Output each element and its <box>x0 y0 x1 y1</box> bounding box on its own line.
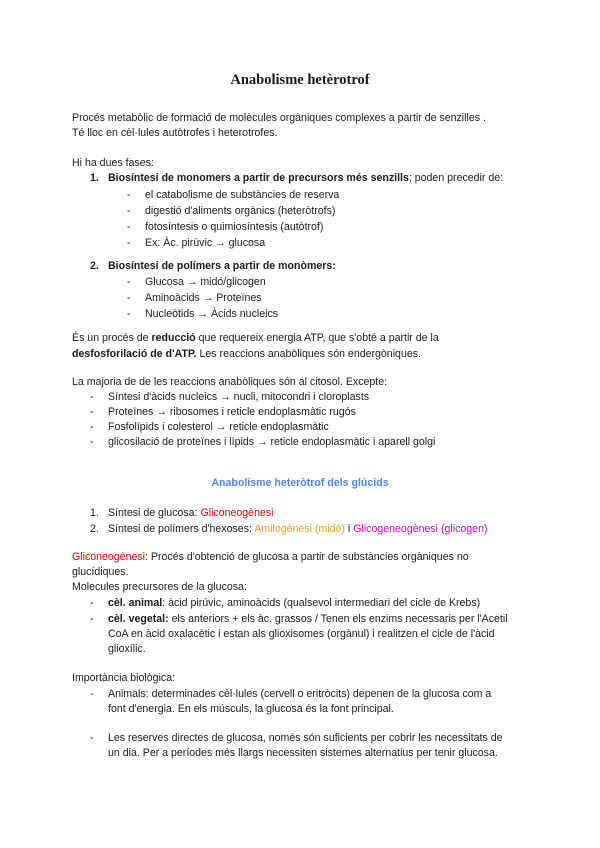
bullet-dash: - <box>127 276 131 288</box>
list-item: fotosíntesis o quimiosíntesis (autòtrof) <box>145 221 324 233</box>
glicogeneogenesi-term: Glicogeneogènesi (glicogen) <box>353 523 488 535</box>
list-item: digestió d'aliments orgànics (heteròtrofs) <box>145 205 336 217</box>
list-item: Síntesi d'àcids nucleics → nucli, mitocondri i cloroplasts <box>108 391 370 403</box>
list-item: Aminoàcids → Proteïnes <box>145 292 262 304</box>
importance-heading: Importància biològica: <box>72 672 176 684</box>
cytosol-heading: La majoria de de les reaccions anabòliques són al citosol. Excepte: <box>72 376 388 388</box>
bullet-dash: - <box>127 308 131 320</box>
bullet-dash: - <box>127 237 131 249</box>
bullet-dash: - <box>90 421 94 433</box>
gluco-def-line-2: glucídiques. <box>72 566 129 578</box>
page-title: Anabolisme hetèrotrof <box>230 72 370 88</box>
importance-animals-line-1: Animals: determinades cèl·lules (cervell o eritròcits) depenen de la glucosa com a <box>108 688 492 700</box>
phase-1-number: 1. <box>90 172 99 184</box>
amilogenesi-term: Amilogènesi (midó) <box>254 523 345 535</box>
list-item: el catabolisme de substàncies de reserva <box>145 189 340 201</box>
bullet-dash: - <box>90 391 94 403</box>
list-item: Glucosa → midó/glicogen <box>145 276 266 288</box>
list-item: Fosfolípids i colesterol → reticle endoplasmàtic <box>108 421 329 433</box>
phase-1-rest: ; poden precedir de: <box>408 172 504 184</box>
bullet-dash: - <box>90 406 94 418</box>
glucids-2-text: Síntesi de polímers d'hexoses: Amilogènesi (midó) i Glicogeneogènesi (glicogen) <box>108 523 488 535</box>
precursors-heading: Molecules precursores de la glucosa: <box>72 581 247 593</box>
importance-reserves-line-2: un dia. Per a períodes més llargs necessiten sistemes alternatius per tenir glucosa. <box>108 747 498 759</box>
vegetal-cell-line-3: glioxílic. <box>108 643 146 655</box>
bullet-dash: - <box>127 189 131 201</box>
bullet-dash: - <box>127 221 131 233</box>
list-item: glicosilació de proteïnes i lípids → reticle endoplasmàtic i aparell golgi <box>108 436 436 448</box>
bullet-dash: - <box>127 292 131 304</box>
reduction-line-1: És un procés de reducció que requereix energia ATP, que s'obté a partir de la <box>72 332 439 344</box>
importance-reserves-line-1: Les reserves directes de glucosa, només són suficients per cobrir les necessitats de <box>108 732 503 744</box>
bullet-dash: - <box>90 688 94 700</box>
glucids-1-text: Síntesi de glucosa: Gliconeogènesi <box>108 507 274 519</box>
bullet-dash: - <box>90 732 94 744</box>
glucids-2-number: 2. <box>90 523 99 535</box>
phase-2-number: 2. <box>90 260 99 272</box>
intro-line-2: Té lloc en cèl·lules autòtrofes i heterotrofes. <box>72 127 278 139</box>
importance-animals-line-2: font d'energia. En els músculs, la glucosa és la font principal. <box>108 703 394 715</box>
vegetal-cell-line-2: CoA en àcid oxalacètic i estan als glioxisomes (orgànul) i realitzen el cicle de l'àcid <box>108 628 495 640</box>
section-subtitle: Anabolisme heteròtrof dels glúcids <box>211 477 389 489</box>
bullet-dash: - <box>127 205 131 217</box>
animal-cell-item: cèl. animal: àcid pirúvic, aminoàcids (qualsevol intermediari del cicle de Krebs) <box>108 597 481 609</box>
glucids-1-number: 1. <box>90 507 99 519</box>
bullet-dash: - <box>90 613 94 625</box>
gluco-def-line-1: Gliconeogènesi: Procés d'obtenció de glucosa a partir de substàncies orgàniques no <box>72 551 469 563</box>
phase-2-text: Biosíntesi de polímers a partir de monòmers: <box>108 260 336 272</box>
gliconeogenesi-term: Gliconeogènesi <box>200 507 274 519</box>
phase-1-bold: Biosíntesi de monomers a partir de precursors més senzills <box>108 172 409 184</box>
phases-heading: Hi ha dues fases: <box>72 157 154 169</box>
list-item: Nucleòtids → Àcids nucleics <box>145 308 279 320</box>
vegetal-cell-item: cèl. vegetal: els anteriors + els àc. grassos / Tenen els enzims necessaris per l'Acetil <box>108 613 508 625</box>
phase-1-text <box>108 170 503 186</box>
bullet-dash: - <box>90 597 94 609</box>
reduction-line-2: desfosforilació de d'ATP. Les reaccions anabòliques són endergòniques. <box>72 348 421 360</box>
intro-line-1: Procés metabòlic de formació de molècules orgàniques complexes a partir de senzilles . <box>72 112 486 124</box>
bullet-dash: - <box>90 436 94 448</box>
list-item: Proteïnes → ribosomes i reticle endoplasmàtic rugós <box>108 406 356 418</box>
list-item: Ex: Àc. pirúvic → glucosa <box>145 237 266 249</box>
